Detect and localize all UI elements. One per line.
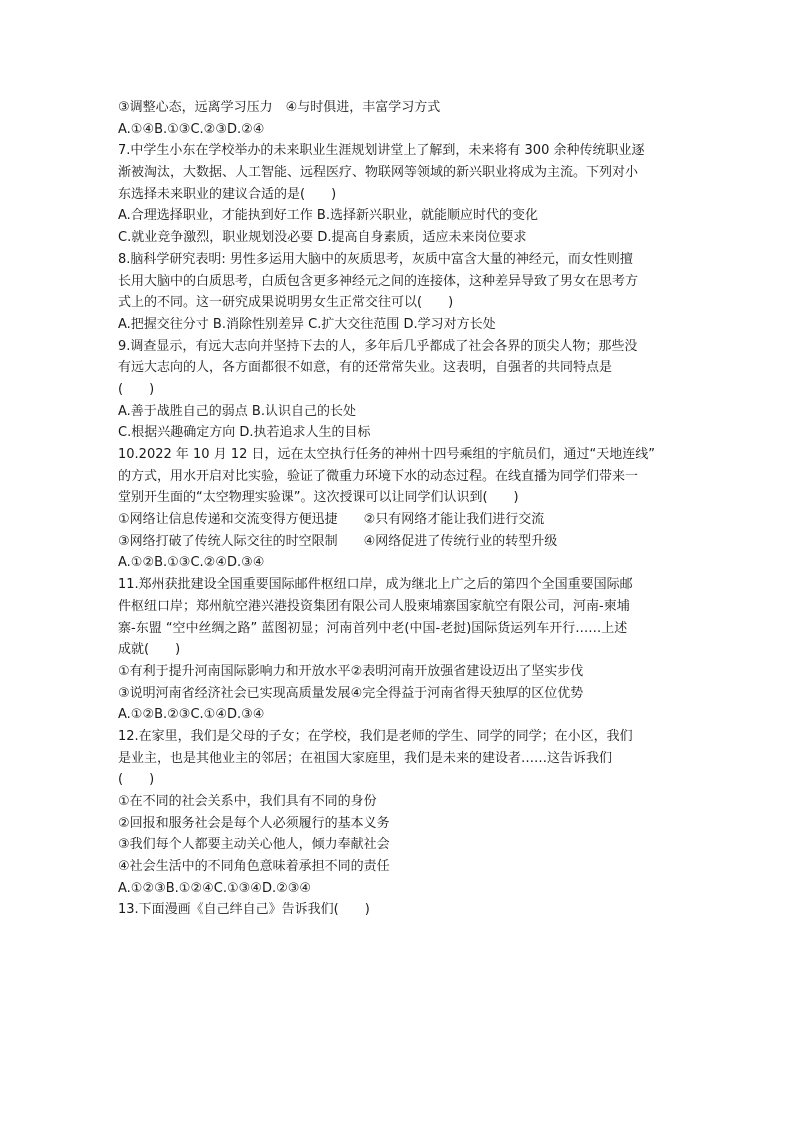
text-line: 长用大脑中的白质思考，白质包含更多神经元之间的连接体，这种差异导致了男女在思考方 — [118, 273, 639, 289]
statement-line: ①网络让信息传递和交流变得方便迅捷 ②只有网络才能让我们进行交流 — [118, 512, 545, 528]
text-line: 的方式，用水开启对比实验，验证了微重力环境下水的动态过程。在线直播为同学们带来一 — [118, 468, 639, 484]
text-line: ( ) — [118, 772, 155, 788]
answer-options: C.就业竞争激烈，职业规划没必要 D.提高自身素质，适应未来岗位要求 — [118, 230, 527, 246]
text-line: 式上的不同。这一研究成果说明男女生正常交往可以( ) — [118, 295, 454, 311]
text-line: 堂别开生面的“太空物理实验课”。这次授课可以让同学们认识到( ) — [118, 490, 519, 506]
statement-line: ③说明河南省经济社会已实现高质量发展④完全得益于河南省得天独厚的区位优势 — [118, 685, 584, 701]
answer-options: C.根据兴趣确定方向 D.执若追求人生的目标 — [118, 425, 371, 441]
question-10-text: 10.2022 年 10 月 12 日，远在太空执行任务的神州十四号乘组的宇航员们，通过“天地连线” — [118, 447, 655, 462]
text-line: ③调整心态，远离学习压力 ④与时俱进，丰富学习方式 — [118, 100, 441, 115]
text-line: 东选择未来职业的建议合适的是( ) — [118, 186, 337, 202]
statement-line: ①在不同的社会关系中，我们具有不同的身份 — [118, 794, 377, 809]
question-12-text: 12.在家里，我们是父母的子女；在学校，我们是老师的学生、同学的同学；在小区，我们 — [118, 728, 633, 744]
document-page — [118, 97, 678, 921]
answer-options: A.合理选择职业，才能执到好工作 B.选择新兴职业，就能顺应时代的变化 — [118, 208, 538, 224]
statement-line: ④社会生活中的不同角色意味着承担不同的责任 — [118, 859, 390, 875]
text-line: 有远大志向的人，各方面都很不如意，有的还常常失业。这表明，自强者的共同特点是 — [118, 360, 613, 376]
answer-options: A.①④B.①③C.②③D.②④ — [118, 121, 265, 137]
question-9-text: 9.调查显示，有远大志向并坚持下去的人，多年后几乎都成了社会各界的顶尖人物；那些没 — [118, 338, 638, 354]
answer-options: A.①②B.①③C.②④D.③④ — [118, 555, 265, 571]
text-line: 是业主，也是其他业主的邻居；在祖国大家庭里，我们是未来的建设者……这告诉我们 — [118, 750, 613, 766]
answer-options: A.①②B.②③C.①④D.③④ — [118, 707, 265, 723]
statement-line: ③网络打破了传统人际交往的时空限制 ④网络促进了传统行业的转型升级 — [118, 533, 558, 549]
answer-options: A.善于战胜自己的弱点 B.认识自己的长处 — [118, 403, 356, 419]
text-line: 成就( ) — [118, 642, 181, 658]
question-13-text: 13.下面漫画《自己绊自己》告诉我们( ) — [118, 902, 370, 918]
text-line: 渐被淘汰，大数据、人工智能、远程医疗、物联网等领域的新兴职业将成为主流。下列对小 — [118, 165, 639, 181]
question-8-text: 8.脑科学研究表明: 男性多运用大脑中的灰质思考，灰质中富含大量的神经元，而女性则擅 — [118, 251, 633, 267]
text-line: 寨-东盟 “空中丝绸之路” 蓝图初显；河南首列中老(中国-老挝)国际货运列车开行……上述 — [118, 620, 628, 636]
question-7-text: 7.中学生小东在学校举办的未来职业生涯规划讲堂上了解到，未来将有 300 余种传统职业逐 — [118, 143, 645, 159]
statement-line: ②回报和服务社会是每个人必须履行的基本义务 — [118, 815, 390, 831]
text-line: 件枢纽口岸；郑州航空港兴港投资集团有限公司人股柬埔寨国家航空有限公司，河南-柬埔 — [118, 598, 630, 614]
statement-line: ①有利于提升河南国际影响力和开放水平②表明河南开放强省建设迈出了坚实步伐 — [118, 663, 584, 679]
answer-options: A.把握交往分寸 B.消除性别差异 C.扩大交往范围 D.学习对方长处 — [118, 316, 496, 332]
answer-options: A.①②③B.①②④C.①③④D.②③④ — [118, 880, 312, 896]
question-11-text: 11.郑州获批建设全国重要国际邮件枢纽口岸，成为继北上广之后的第四个全国重要国际邮 — [118, 577, 633, 593]
text-line: ( ) — [118, 381, 155, 397]
statement-line: ③我们每个人都要主动关心他人，倾力奉献社会 — [118, 837, 390, 853]
